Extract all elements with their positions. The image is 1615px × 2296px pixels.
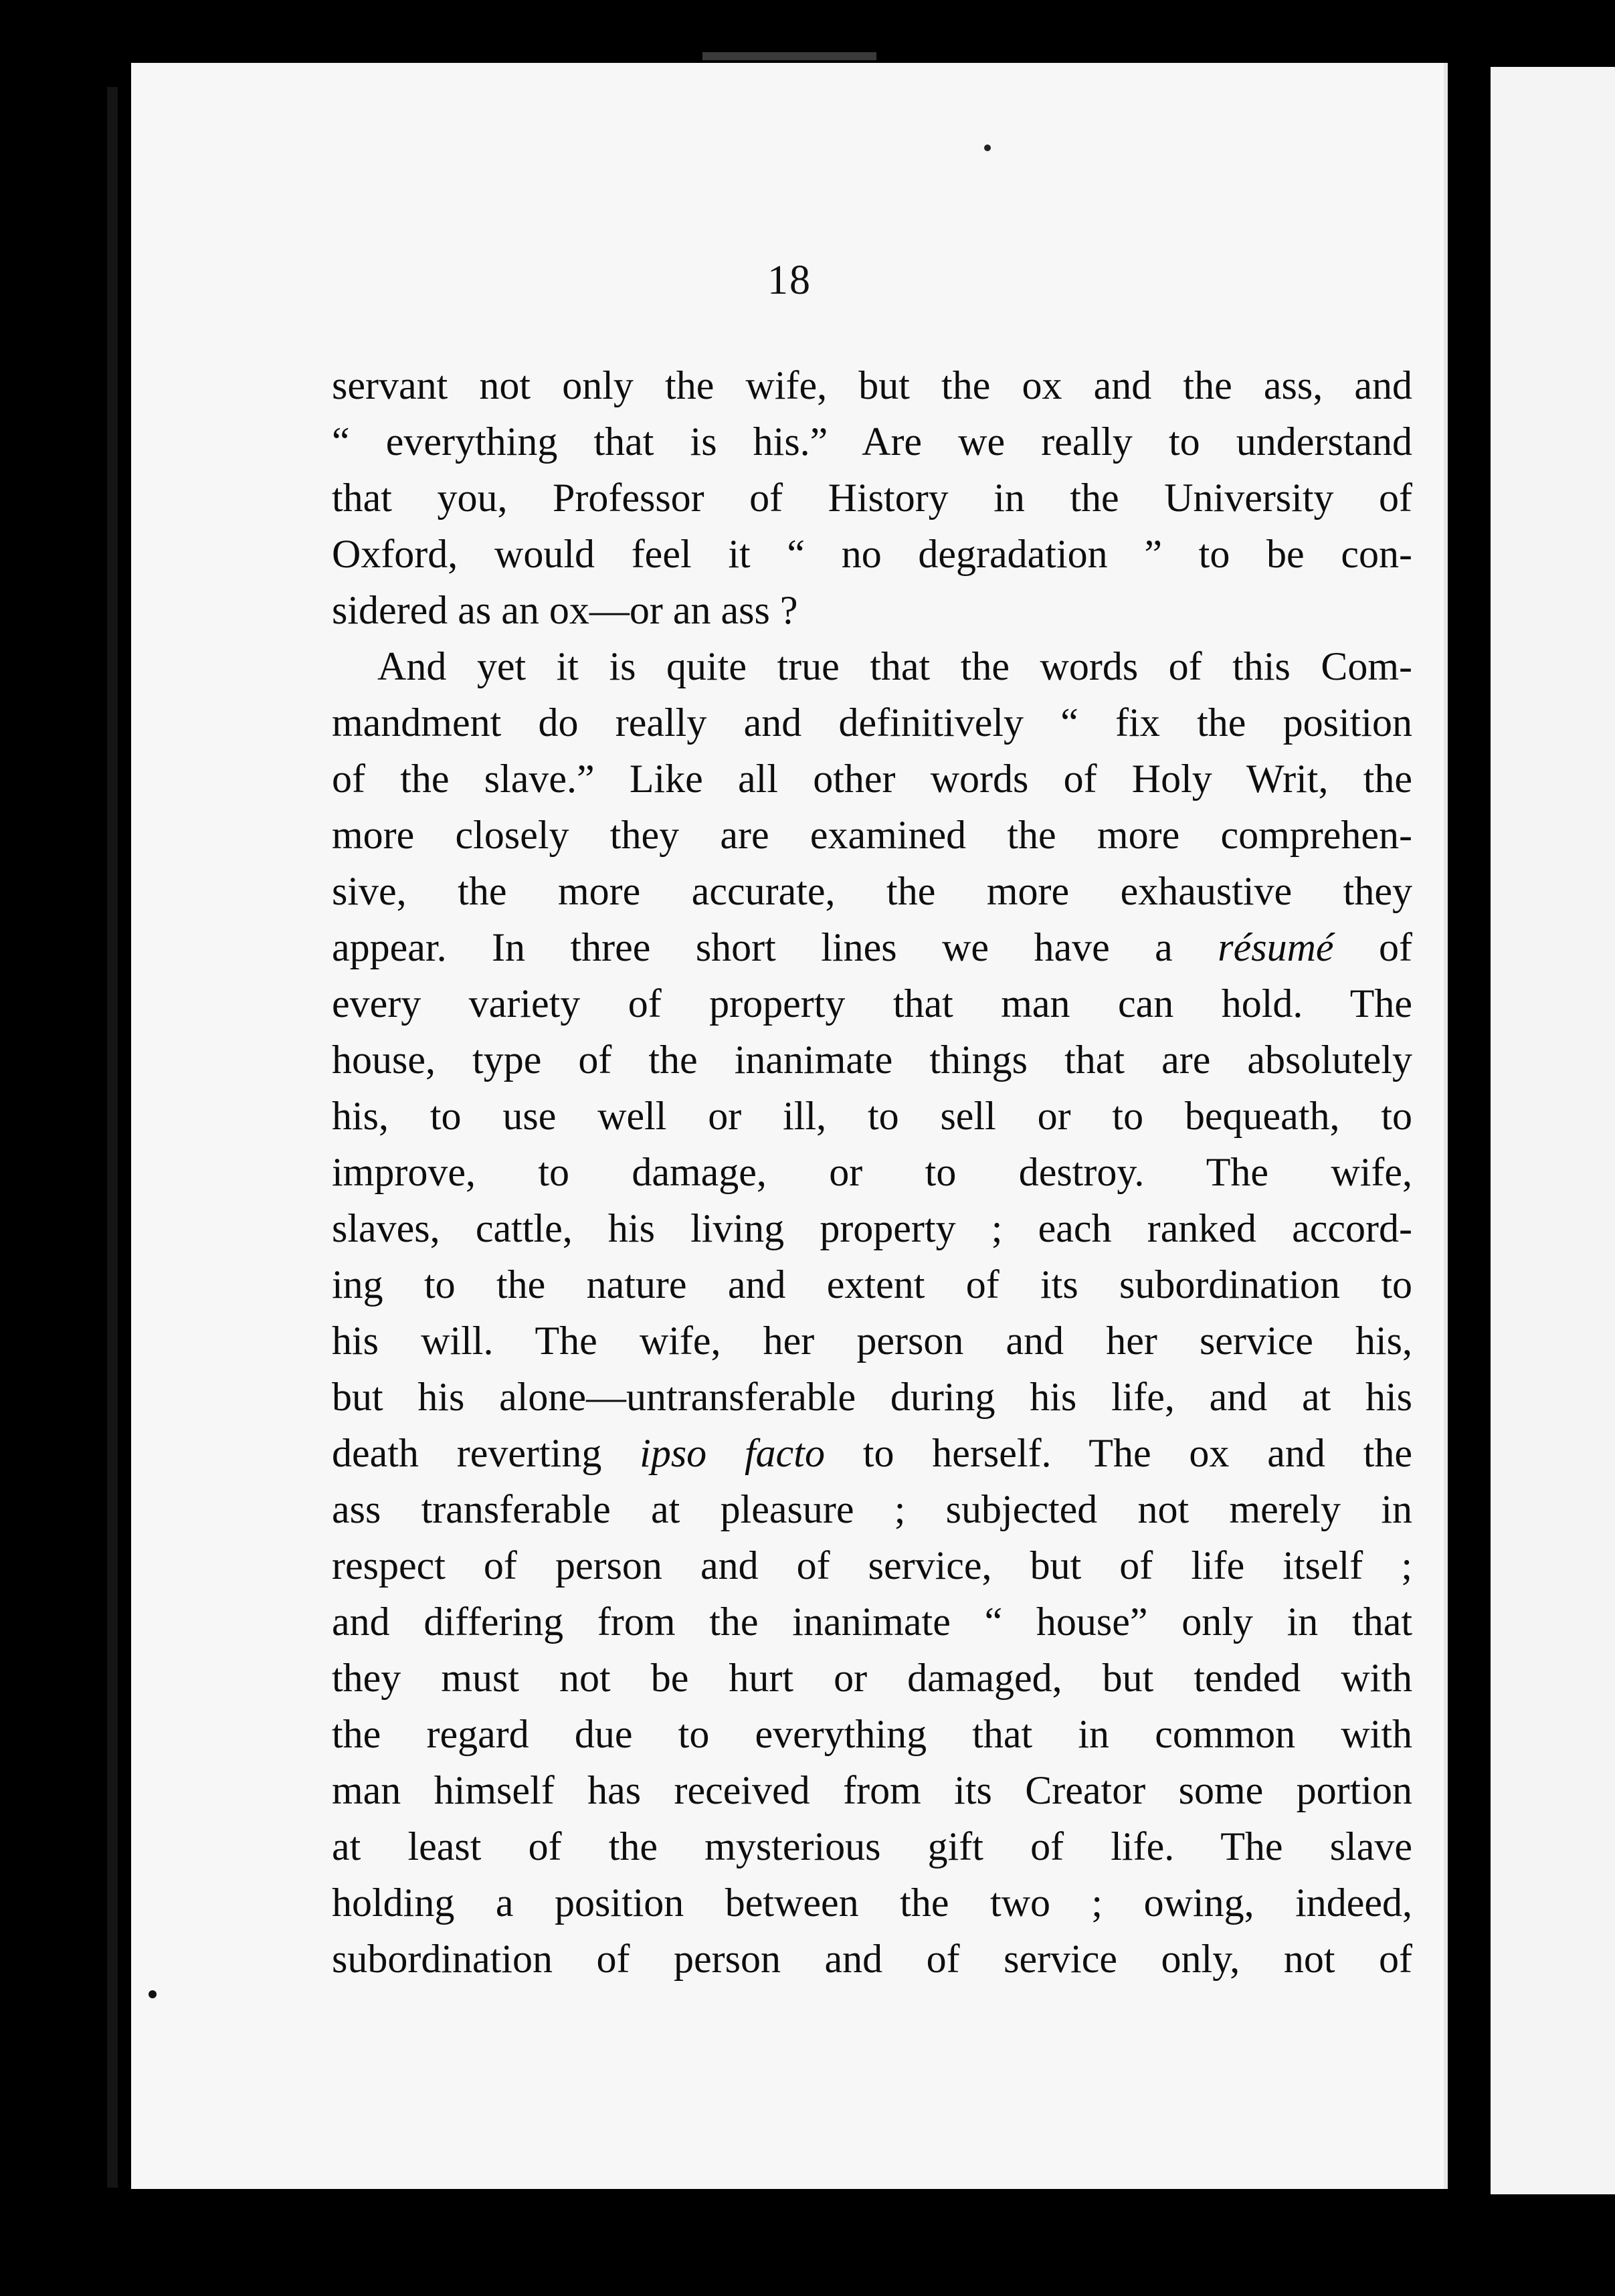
text-line: servant not only the wife, but the ox and the ass, and (332, 363, 1412, 407)
text-line: the regard due to everything that in common with (332, 1712, 1412, 1756)
text-line: sive, the more accurate, the more exhaustive they (332, 869, 1412, 913)
text-line: his will. The wife, her person and her service his, (332, 1319, 1412, 1363)
text-line: of the slave.” Like all other words of Holy Writ, the (332, 757, 1412, 801)
text-segment: to herself. The ox and the (862, 1431, 1412, 1475)
text-line: Oxford, would feel it “ no degradation ” to be con- (332, 532, 1412, 576)
page-number: 18 (767, 258, 812, 303)
text-line: ass transferable at pleasure ; subjected not merely in (332, 1487, 1412, 1531)
text-line: his, to use well or ill, to sell or to bequeath, to (332, 1094, 1412, 1138)
text-line: slaves, cattle, his living property ; each ranked accord- (332, 1206, 1412, 1250)
paragraph-start-line: And yet it is quite true that the words of this Com- (377, 644, 1412, 688)
text-line: every variety of property that man can hold. The (332, 981, 1412, 1026)
text-line: mandment do really and definitively “ fix the position (332, 700, 1412, 745)
text-segment: appear. In three short lines we have a (332, 925, 1173, 969)
text-line: at least of the mysterious gift of life. The slave (332, 1824, 1412, 1869)
italic-term: résumé (1218, 925, 1334, 969)
ink-speck (984, 145, 991, 151)
text-line: they must not be hurt or damaged, but tended with (332, 1656, 1412, 1700)
text-line: and differing from the inanimate “ house” only in that (332, 1600, 1412, 1644)
text-line: holding a position between the two ; owing, indeed, (332, 1881, 1412, 1925)
text-line: ing to the nature and extent of its subordination to (332, 1262, 1412, 1307)
text-line: “ everything that is his.” Are we really to understand (332, 419, 1412, 464)
text-line: man himself has received from its Creator some portion (332, 1768, 1412, 1812)
scan-smudge (702, 52, 876, 60)
body-text (332, 357, 1412, 1987)
ink-speck (149, 1990, 157, 1998)
text-line: respect of person and of service, but of life itself ; (332, 1543, 1412, 1588)
text-line (332, 919, 1412, 975)
italic-term: ipso facto (640, 1431, 825, 1475)
text-line: that you, Professor of History in the University of (332, 476, 1412, 520)
text-line: subordination of person and of service only, not of (332, 1937, 1412, 1981)
text-line: improve, to damage, or to destroy. The wife, (332, 1150, 1412, 1194)
book-page (131, 63, 1448, 2189)
text-line: sidered as an ox—or an ass ? (332, 588, 798, 632)
text-line (332, 1425, 1412, 1481)
adjacent-page-edge (1491, 67, 1615, 2194)
text-segment: of (1379, 925, 1412, 969)
page-edge-shadow (107, 87, 118, 2188)
text-line: more closely they are examined the more comprehen- (332, 813, 1412, 857)
text-segment: death reverting (332, 1431, 602, 1475)
text-line: house, type of the inanimate things that are absolutely (332, 1038, 1412, 1082)
text-line: but his alone—untransferable during his life, and at his (332, 1375, 1412, 1419)
